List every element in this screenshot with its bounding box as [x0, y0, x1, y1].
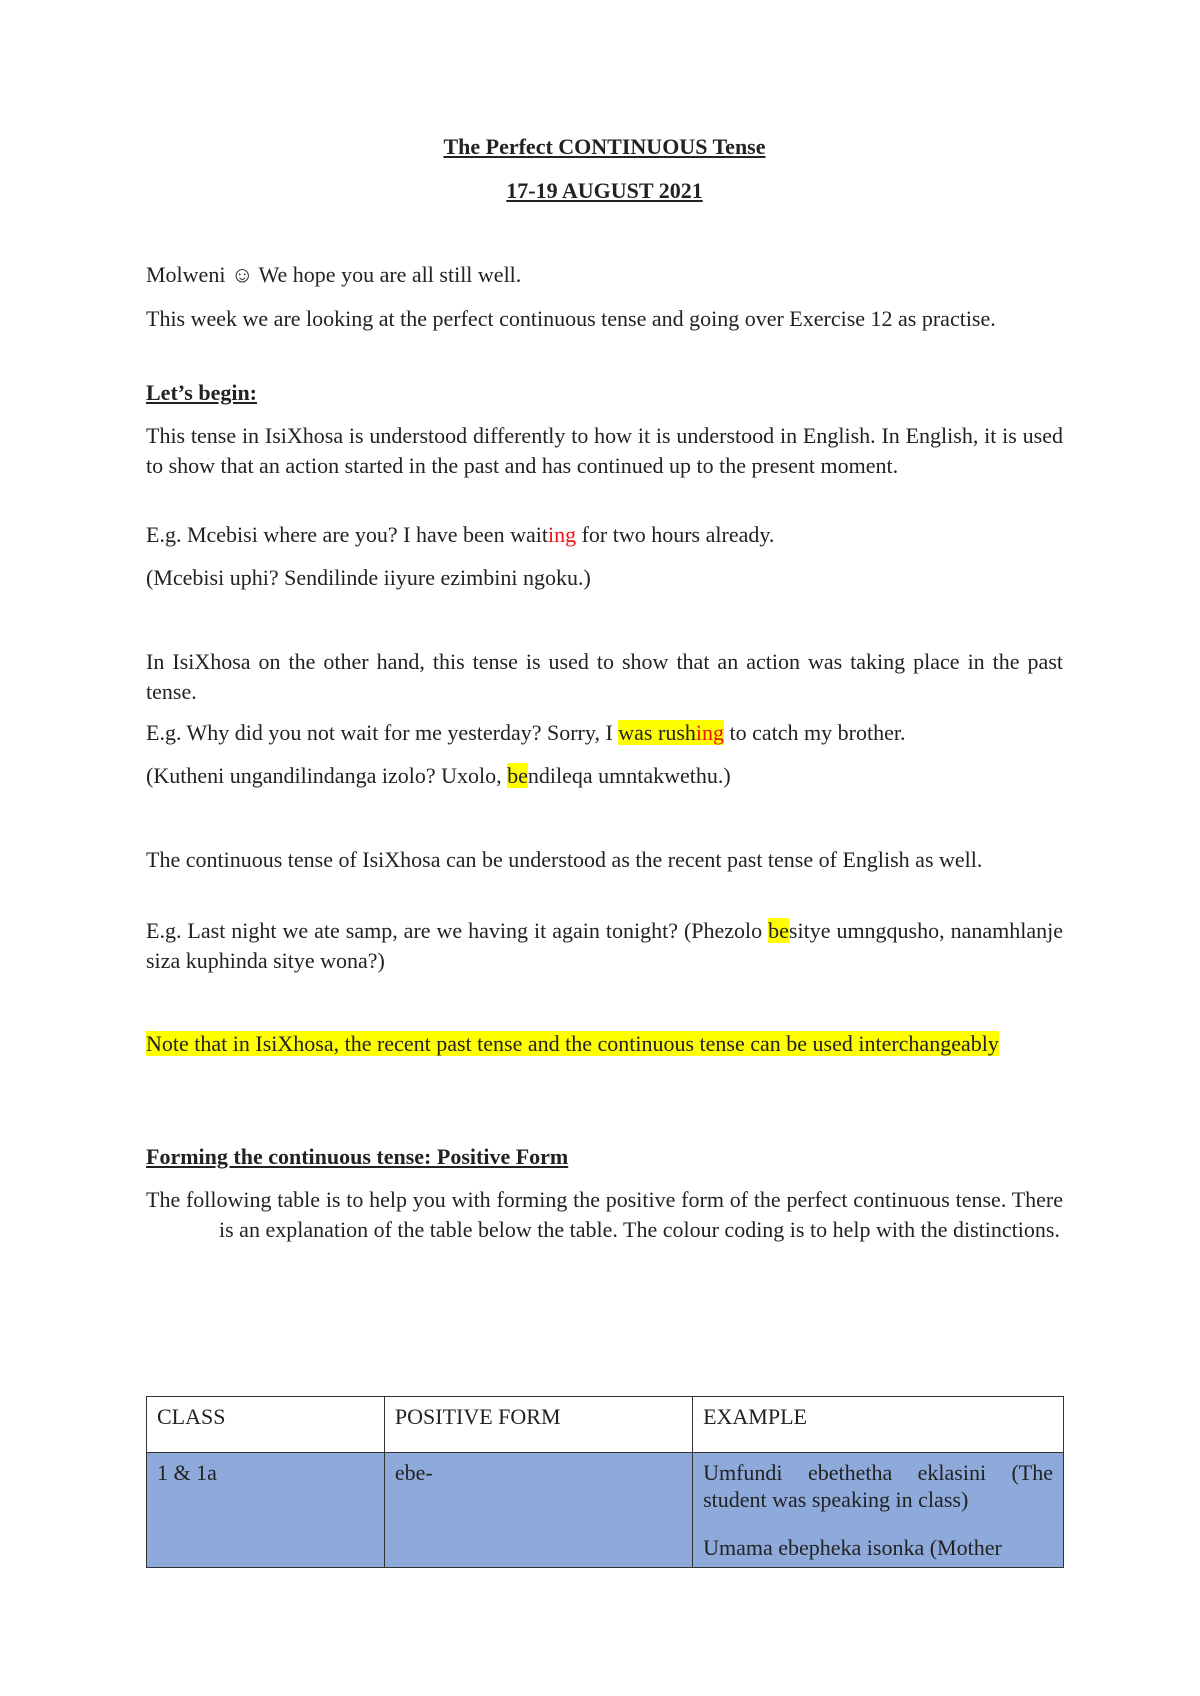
forming-heading: Forming the continuous tense: Positive Form [146, 1144, 569, 1169]
greeting-paragraph [146, 260, 1063, 290]
begin-heading: Let’s begin: [146, 380, 258, 405]
example-sentence: Umfundi ebethetha eklasini (The student was speaking in class) [703, 1460, 1053, 1512]
xhosa-example-translation: (Kutheni ungandilindanga izolo? Uxolo, bendileqa umntakwethu.) [146, 763, 731, 788]
header-positive-form: POSITIVE FORM [384, 1397, 692, 1453]
be-prefix-highlight: be [768, 918, 789, 943]
header-example: EXAMPLE [693, 1397, 1064, 1453]
table-header-row [147, 1397, 1064, 1453]
recent-past-paragraph: The continuous tense of IsiXhosa can be understood as the recent past tense of English as well. [146, 847, 983, 872]
week-intro-paragraph: This week we are looking at the perfect continuous tense and going over Exercise 12 as practise. [146, 306, 996, 331]
was-rushing-highlight: was rushing [618, 720, 725, 745]
class-cell: 1 & 1a [147, 1453, 385, 1568]
header-class: CLASS [147, 1397, 385, 1453]
ing-suffix-marker: ing [547, 522, 577, 547]
note-highlight: Note that in IsiXhosa, the recent past tense and the continuous tense can be used interchangeably [146, 1031, 999, 1056]
recent-past-example: E.g. Last night we ate samp, are we having it again tonight? (Phezolo besitye umngqusho, nanamhlanje siza kuphinda sitye wona?) [146, 918, 1063, 973]
english-usage-paragraph: This tense in IsiXhosa is understood differently to how it is understood in English. In English, it is used to show that an action started in the past and has continued up to the present moment. [146, 423, 1063, 478]
positive-form-cell: ebe- [384, 1453, 692, 1568]
be-prefix-highlight: be [507, 763, 528, 788]
table-row [147, 1453, 1064, 1568]
document-date: 17-19 AUGUST 2021 [506, 178, 703, 203]
positive-form-table [146, 1396, 1064, 1568]
note-paragraph [146, 1029, 1063, 1059]
example-sentence: Umama ebepheka isonka (Mother [703, 1535, 1002, 1560]
document-title: The Perfect CONTINUOUS Tense [443, 134, 766, 159]
xhosa-example: E.g. Why did you not wait for me yesterday? Sorry, I was rushing to catch my brother. [146, 720, 906, 745]
xhosa-usage-paragraph: In IsiXhosa on the other hand, this tense is used to show that an action was taking place in the past tense. [146, 649, 1063, 704]
forming-paragraph: The following table is to help you with forming the positive form of the perfect continuous tense. There is an explanation of the table below the table. The colour coding is to help with the distinctions. [146, 1187, 1063, 1242]
greeting-text: We hope you are all still well. [258, 262, 522, 287]
greeting-word: Molweni [146, 262, 226, 287]
english-example-translation: (Mcebisi uphi? Sendilinde iiyure ezimbini ngoku.) [146, 565, 591, 590]
english-example: E.g. Mcebisi where are you? I have been waiting for two hours already. [146, 522, 775, 547]
smiley-icon: ☺ [230, 262, 254, 287]
example-cell [693, 1453, 1064, 1568]
